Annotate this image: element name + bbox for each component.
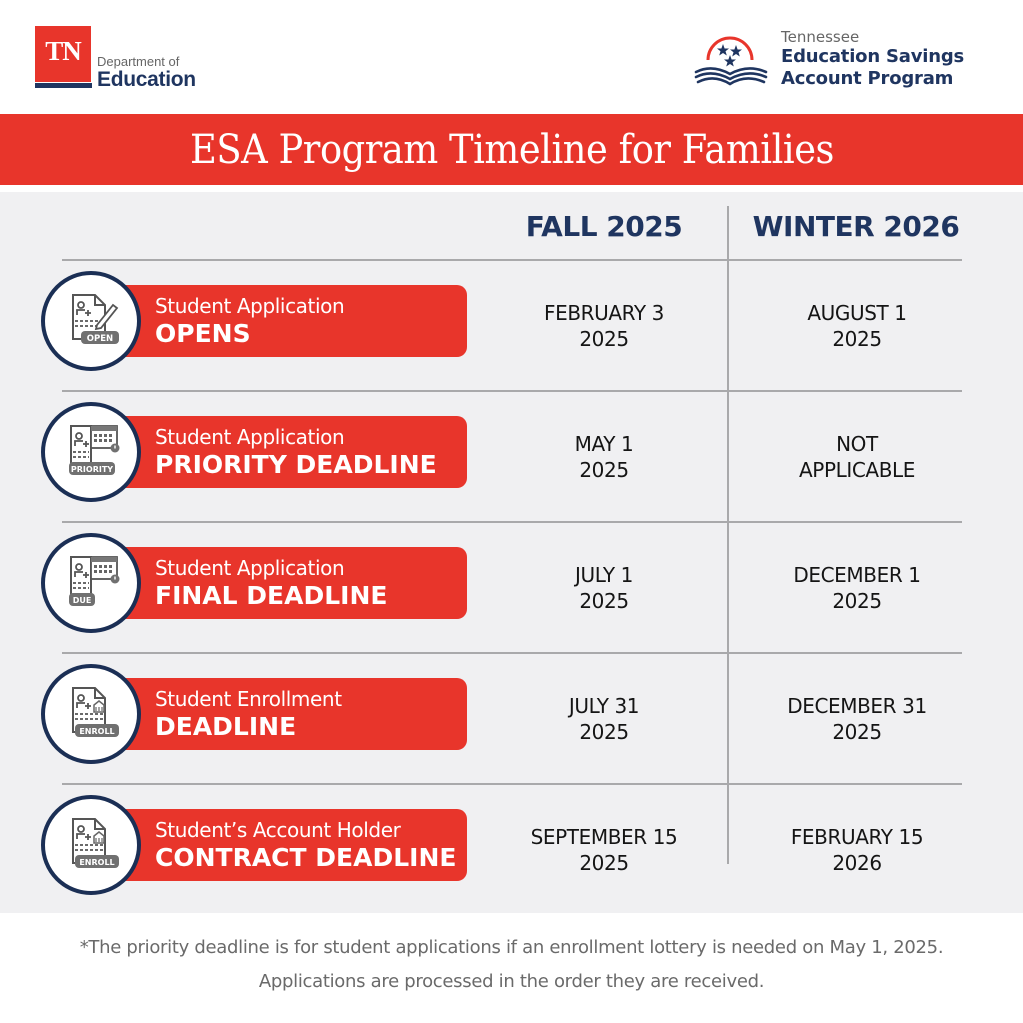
date-line2: 2025 [832,588,882,613]
date-line1: JULY 31 [568,693,640,718]
milestone-title: FINAL DEADLINE [155,581,388,610]
milestone-subtitle: Student Enrollment [155,687,342,711]
date-line2: 2026 [832,850,882,875]
date-line2: 2025 [579,850,629,875]
svg-text:DUE: DUE [72,596,92,605]
column-header-winter: WINTER 2026 [752,210,960,243]
tn-logo-underline [35,83,92,88]
application-pencil-icon [67,291,125,353]
tn-logo-line1: Department of [97,54,180,69]
date-line1: DECEMBER 1 [793,562,921,587]
esa-logo-line2: Account Program [781,68,954,89]
milestone-title: PRIORITY DEADLINE [155,450,437,479]
date-line1: FEBRUARY 15 [790,824,924,849]
milestone-label [115,416,467,488]
fall-date [480,260,728,391]
date-line2: 2025 [832,719,882,744]
open-book-stars-icon [692,30,772,90]
date-line1: MAY 1 [574,431,634,456]
application-school-icon [67,684,125,746]
fall-date [480,391,728,522]
esa-program-logo [692,28,992,94]
date-line2: 2025 [579,719,629,744]
tn-logo-mark: TN [35,26,91,82]
column-header-fall: FALL 2025 [525,210,683,243]
esa-logo-line1: Education Savings [781,46,965,67]
winter-date [729,653,985,784]
date-line1: SEPTEMBER 15 [530,824,678,849]
svg-text:OPEN: OPEN [86,334,114,344]
svg-text:ENROLL: ENROLL [79,727,115,736]
milestone-title: DEADLINE [155,712,297,741]
date-line1: JULY 1 [575,562,633,587]
milestone-subtitle: Student’s Account Holder [155,818,401,842]
title-banner [0,114,1023,185]
tn-logo-line2: Education [97,68,196,91]
winter-date [729,522,985,653]
milestone-title: OPENS [155,319,251,348]
date-line1: DECEMBER 31 [787,693,927,718]
application-calendar-icon [67,553,125,615]
winter-date [729,260,985,391]
page-title: ESA Program Timeline for Families [189,126,834,173]
date-line2: 2025 [832,326,882,351]
timeline-row-priority-deadline [0,391,1023,522]
fall-date [480,653,728,784]
milestone-title: CONTRACT DEADLINE [155,843,457,872]
milestone-label [115,285,467,357]
date-line2: 2025 [579,326,629,351]
winter-date [729,391,985,522]
milestone-label [115,547,467,619]
svg-text:PRIORITY: PRIORITY [70,465,114,474]
milestone-icon-circle [41,664,141,764]
footnote-line1: *The priority deadline is for student applications if an enrollment lottery is needed on May 1, 2025. [79,937,944,958]
fall-date [480,784,728,915]
milestone-icon-circle [41,795,141,895]
svg-text:ENROLL: ENROLL [79,858,115,867]
milestone-label [115,678,467,750]
milestone-icon-circle [41,533,141,633]
application-calendar-icon [67,422,125,484]
timeline-row-contract-deadline [0,784,1023,915]
esa-logo-state: Tennessee [781,28,860,46]
timeline-row-application-opens [0,260,1023,391]
timeline-row-enrollment-deadline [0,653,1023,784]
tn-department-of-education-logo [35,26,200,92]
date-line2: 2025 [579,457,629,482]
date-line2: APPLICABLE [799,457,915,482]
footnote-line2: Applications are processed in the order they are received. [258,971,765,992]
milestone-subtitle: Student Application [155,294,345,318]
milestone-subtitle: Student Application [155,425,345,449]
date-line1: AUGUST 1 [807,300,907,325]
milestone-icon-circle [41,402,141,502]
date-line1: NOT [836,431,878,456]
timeline-row-final-deadline [0,522,1023,653]
application-school-icon [67,815,125,877]
milestone-icon-circle [41,271,141,371]
winter-date [729,784,985,915]
fall-date [480,522,728,653]
milestone-subtitle: Student Application [155,556,345,580]
date-line1: FEBRUARY 3 [544,300,664,325]
milestone-label [115,809,467,881]
date-line2: 2025 [579,588,629,613]
